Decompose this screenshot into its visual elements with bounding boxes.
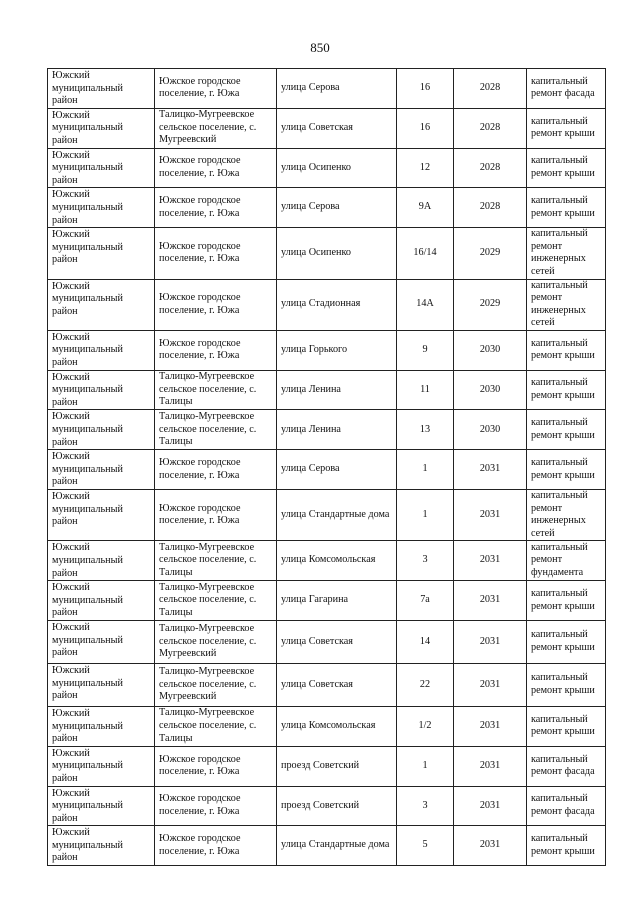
cell-street: улица Горького <box>277 330 397 370</box>
cell-work-type: капитальный ремонт крыши <box>527 663 606 706</box>
cell-district: Южский муниципальный район <box>48 108 155 148</box>
cell-work-type: капитальный ремонт крыши <box>527 370 606 410</box>
cell-district: Южский муниципальный район <box>48 450 155 490</box>
cell-year: 2028 <box>454 148 527 188</box>
table-row <box>48 69 606 109</box>
cell-house-number: 1 <box>397 746 454 786</box>
cell-work-type: капитальный ремонт крыши <box>527 620 606 663</box>
cell-work-type: капитальный ремонт фасада <box>527 69 606 109</box>
cell-settlement: Южское городское поселение, г. Южа <box>155 228 277 279</box>
cell-work-type: капитальный ремонт крыши <box>527 148 606 188</box>
table-row <box>48 663 606 706</box>
cell-street: улица Стандартные дома <box>277 490 397 541</box>
cell-year: 2031 <box>454 826 527 866</box>
cell-house-number: 1 <box>397 490 454 541</box>
cell-settlement: Талицко-Мугреевское сельское поселение, с. Талицы <box>155 706 277 746</box>
cell-work-type: капитальный ремонт крыши <box>527 450 606 490</box>
cell-year: 2028 <box>454 69 527 109</box>
cell-year: 2031 <box>454 786 527 826</box>
cell-district: Южский муниципальный район <box>48 706 155 746</box>
cell-house-number: 9А <box>397 188 454 228</box>
cell-work-type: капитальный ремонт крыши <box>527 410 606 450</box>
cell-work-type: капитальный ремонт фундамента <box>527 541 606 581</box>
table-row <box>48 450 606 490</box>
cell-year: 2031 <box>454 620 527 663</box>
cell-year: 2031 <box>454 706 527 746</box>
cell-house-number: 1 <box>397 450 454 490</box>
cell-district: Южский муниципальный район <box>48 69 155 109</box>
cell-house-number: 16/14 <box>397 228 454 279</box>
cell-street: проезд Советский <box>277 746 397 786</box>
cell-street: улица Гагарина <box>277 581 397 621</box>
table-row <box>48 410 606 450</box>
cell-street: проезд Советский <box>277 786 397 826</box>
cell-year: 2031 <box>454 490 527 541</box>
cell-district: Южский муниципальный район <box>48 330 155 370</box>
cell-district: Южский муниципальный район <box>48 786 155 826</box>
cell-street: улица Советская <box>277 620 397 663</box>
cell-district: Южский муниципальный район <box>48 581 155 621</box>
cell-year: 2031 <box>454 663 527 706</box>
table-row <box>48 188 606 228</box>
cell-settlement: Южское городское поселение, г. Южа <box>155 826 277 866</box>
table-row <box>48 786 606 826</box>
cell-house-number: 22 <box>397 663 454 706</box>
page-number: 850 <box>310 40 330 55</box>
cell-work-type: капитальный ремонт крыши <box>527 826 606 866</box>
cell-settlement: Талицко-Мугреевское сельское поселение, с. Талицы <box>155 370 277 410</box>
cell-work-type: капитальный ремонт фасада <box>527 746 606 786</box>
cell-district: Южский муниципальный район <box>48 188 155 228</box>
cell-year: 2031 <box>454 746 527 786</box>
cell-house-number: 11 <box>397 370 454 410</box>
cell-work-type: капитальный ремонт инженерных сетей <box>527 279 606 330</box>
cell-district: Южский муниципальный район <box>48 826 155 866</box>
cell-settlement: Талицко-Мугреевское сельское поселение, с. Талицы <box>155 581 277 621</box>
table-row <box>48 706 606 746</box>
cell-district: Южский муниципальный район <box>48 410 155 450</box>
cell-district: Южский муниципальный район <box>48 746 155 786</box>
cell-street: улица Серова <box>277 188 397 228</box>
cell-house-number: 9 <box>397 330 454 370</box>
cell-settlement: Южское городское поселение, г. Южа <box>155 746 277 786</box>
cell-year: 2030 <box>454 410 527 450</box>
cell-street: улица Ленина <box>277 410 397 450</box>
table-row <box>48 228 606 279</box>
cell-settlement: Талицко-Мугреевское сельское поселение, с. Талицы <box>155 541 277 581</box>
cell-street: улица Советская <box>277 663 397 706</box>
cell-district: Южский муниципальный район <box>48 148 155 188</box>
cell-work-type: капитальный ремонт инженерных сетей <box>527 228 606 279</box>
cell-house-number: 1/2 <box>397 706 454 746</box>
cell-house-number: 3 <box>397 786 454 826</box>
cell-street: улица Осипенко <box>277 148 397 188</box>
table-row <box>48 490 606 541</box>
cell-settlement: Талицко-Мугреевское сельское поселение, с. Мугреевский <box>155 108 277 148</box>
cell-house-number: 5 <box>397 826 454 866</box>
cell-year: 2028 <box>454 108 527 148</box>
cell-settlement: Талицко-Мугреевское сельское поселение, с. Мугреевский <box>155 620 277 663</box>
cell-street: улица Комсомольская <box>277 541 397 581</box>
table-row <box>48 581 606 621</box>
table-row <box>48 541 606 581</box>
cell-settlement: Талицко-Мугреевское сельское поселение, с. Талицы <box>155 410 277 450</box>
cell-district: Южский муниципальный район <box>48 490 155 541</box>
cell-settlement: Южское городское поселение, г. Южа <box>155 490 277 541</box>
table-row <box>48 148 606 188</box>
cell-settlement: Южское городское поселение, г. Южа <box>155 188 277 228</box>
cell-settlement: Талицко-Мугреевское сельское поселение, с. Мугреевский <box>155 663 277 706</box>
cell-settlement: Южское городское поселение, г. Южа <box>155 69 277 109</box>
cell-district: Южский муниципальный район <box>48 370 155 410</box>
cell-work-type: капитальный ремонт инженерных сетей <box>527 490 606 541</box>
cell-house-number: 13 <box>397 410 454 450</box>
cell-work-type: капитальный ремонт крыши <box>527 581 606 621</box>
cell-street: улица Ленина <box>277 370 397 410</box>
cell-year: 2029 <box>454 228 527 279</box>
cell-year: 2031 <box>454 581 527 621</box>
table-row <box>48 108 606 148</box>
cell-year: 2030 <box>454 330 527 370</box>
table-row <box>48 279 606 330</box>
cell-district: Южский муниципальный район <box>48 620 155 663</box>
cell-work-type: капитальный ремонт крыши <box>527 188 606 228</box>
cell-district: Южский муниципальный район <box>48 541 155 581</box>
cell-work-type: капитальный ремонт фасада <box>527 786 606 826</box>
cell-street: улица Стадионная <box>277 279 397 330</box>
cell-settlement: Южское городское поселение, г. Южа <box>155 330 277 370</box>
cell-year: 2031 <box>454 541 527 581</box>
cell-work-type: капитальный ремонт крыши <box>527 706 606 746</box>
cell-work-type: капитальный ремонт крыши <box>527 330 606 370</box>
table-row <box>48 826 606 866</box>
cell-street: улица Осипенко <box>277 228 397 279</box>
cell-district: Южский муниципальный район <box>48 279 155 330</box>
cell-work-type: капитальный ремонт крыши <box>527 108 606 148</box>
cell-house-number: 12 <box>397 148 454 188</box>
cell-street: улица Серова <box>277 450 397 490</box>
table-body <box>48 69 606 866</box>
cell-street: улица Советская <box>277 108 397 148</box>
cell-district: Южский муниципальный район <box>48 663 155 706</box>
cell-year: 2028 <box>454 188 527 228</box>
cell-settlement: Южское городское поселение, г. Южа <box>155 786 277 826</box>
cell-street: улица Серова <box>277 69 397 109</box>
cell-settlement: Южское городское поселение, г. Южа <box>155 279 277 330</box>
cell-house-number: 3 <box>397 541 454 581</box>
cell-year: 2031 <box>454 450 527 490</box>
cell-year: 2029 <box>454 279 527 330</box>
cell-house-number: 14А <box>397 279 454 330</box>
cell-house-number: 16 <box>397 108 454 148</box>
table-row <box>48 370 606 410</box>
cell-house-number: 14 <box>397 620 454 663</box>
repair-schedule-table <box>47 68 606 866</box>
cell-district: Южский муниципальный район <box>48 228 155 279</box>
cell-house-number: 16 <box>397 69 454 109</box>
cell-street: улица Стандартные дома <box>277 826 397 866</box>
table-row <box>48 746 606 786</box>
cell-settlement: Южское городское поселение, г. Южа <box>155 450 277 490</box>
cell-house-number: 7а <box>397 581 454 621</box>
table-row <box>48 330 606 370</box>
cell-street: улица Комсомольская <box>277 706 397 746</box>
cell-settlement: Южское городское поселение, г. Южа <box>155 148 277 188</box>
table-row <box>48 620 606 663</box>
cell-year: 2030 <box>454 370 527 410</box>
